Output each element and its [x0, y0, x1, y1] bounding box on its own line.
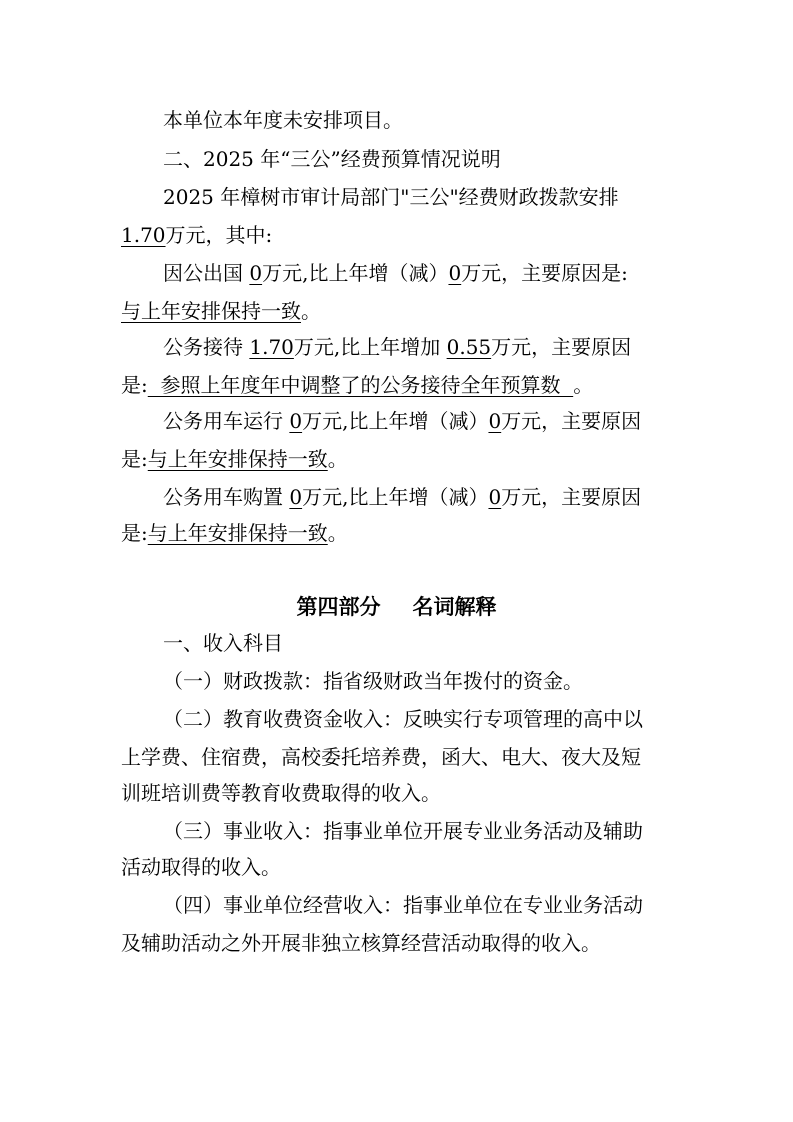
text: 万元,比上年增（减）	[302, 485, 489, 509]
text: 公务用车购置	[163, 485, 290, 509]
abroad-change: 0	[448, 261, 462, 285]
reception-reason: 参照上年度年中调整了的公务接待全年预算数	[147, 373, 574, 397]
text: （二）教育收费资金收入：反映实行专项管理的高中以	[163, 707, 643, 731]
vehicle-run-reason-line	[121, 444, 761, 474]
text: 一、收入科目	[163, 631, 283, 655]
text: 万元，主要原因	[501, 409, 642, 433]
text: 二、2025 年“三公”经费预算情况说明	[163, 147, 501, 171]
text: 是:	[121, 521, 148, 545]
text: 名词解释	[412, 595, 497, 619]
text: 万元,比上年增（减）	[262, 261, 449, 285]
text: 。	[327, 521, 348, 545]
term-business-income-1	[163, 816, 763, 846]
text: 训班培训费等教育收费取得的收入。	[121, 781, 441, 805]
vehicle-buy-reason-line	[121, 518, 761, 548]
income-heading	[163, 628, 763, 658]
text: 本单位本年度未安排项目。	[163, 108, 403, 132]
abroad-line	[163, 258, 763, 288]
reception-amount: 1.70	[249, 335, 294, 359]
reception-reason-line	[121, 370, 761, 400]
text: 因公出国	[163, 261, 250, 285]
text: 是:	[121, 373, 148, 397]
text: 。	[301, 299, 321, 323]
vehicle-run-change: 0	[488, 409, 502, 433]
vehicle-run-reason: 与上年安排保持一致	[147, 447, 328, 471]
part-four-title	[0, 590, 793, 624]
term-education-fees-3	[121, 778, 761, 808]
text: 上学费、住宿费，高校委托培养费，函大、电大、夜大及短	[121, 745, 641, 769]
reception-change: 0.55	[446, 335, 492, 359]
term-business-income-2	[121, 852, 761, 882]
total-allocation-amount-line	[121, 220, 761, 250]
abroad-reason-line	[121, 296, 761, 326]
text: 活动取得的收入。	[121, 855, 281, 879]
vehicle-buy-change: 0	[488, 485, 502, 509]
abroad-reason: 与上年安排保持一致	[121, 299, 301, 323]
text: 。	[327, 447, 348, 471]
text: （三）事业收入：指事业单位开展专业业务活动及辅助	[163, 819, 643, 843]
term-operating-income-1	[163, 890, 763, 920]
abroad-amount: 0	[249, 261, 263, 285]
text: 。	[573, 373, 594, 397]
term-education-fees-2	[121, 742, 761, 772]
no-project-line	[163, 105, 763, 135]
text: 2025 年樟树市审计局部门"三公"经费财政拨款安排	[163, 185, 619, 209]
text: 及辅助活动之外开展非独立核算经营活动取得的收入。	[121, 931, 601, 955]
text: 万元，主要原因	[491, 335, 632, 359]
text: （一）财政拨款：指省级财政当年拨付的资金。	[163, 669, 583, 693]
reception-line	[163, 332, 763, 362]
vehicle-buy-reason: 与上年安排保持一致	[147, 521, 328, 545]
vehicle-buy-amount: 0	[289, 485, 303, 509]
text: 万元，主要原因	[501, 485, 642, 509]
text: 第四部分	[296, 595, 381, 619]
text: 万元，其中:	[165, 223, 273, 247]
text: 万元,比上年增加	[293, 335, 447, 359]
term-education-fees-1	[163, 704, 763, 734]
text: 是:	[121, 447, 148, 471]
section-heading-three-public	[163, 144, 763, 174]
text: 公务用车运行	[163, 409, 290, 433]
text: 万元,比上年增（减）	[302, 409, 489, 433]
text: 万元，主要原因是:	[461, 261, 628, 285]
text: （四）事业单位经营收入：指事业单位在专业业务活动	[163, 893, 643, 917]
vehicle-run-amount: 0	[289, 409, 303, 433]
vehicle-buy-line	[163, 482, 763, 512]
text: 公务接待	[163, 335, 250, 359]
total-allocation-line	[163, 182, 763, 212]
vehicle-run-line	[163, 406, 763, 436]
total-amount-value: 1.70	[121, 223, 166, 247]
term-operating-income-2	[121, 928, 761, 958]
term-fiscal-allocation	[163, 666, 763, 696]
